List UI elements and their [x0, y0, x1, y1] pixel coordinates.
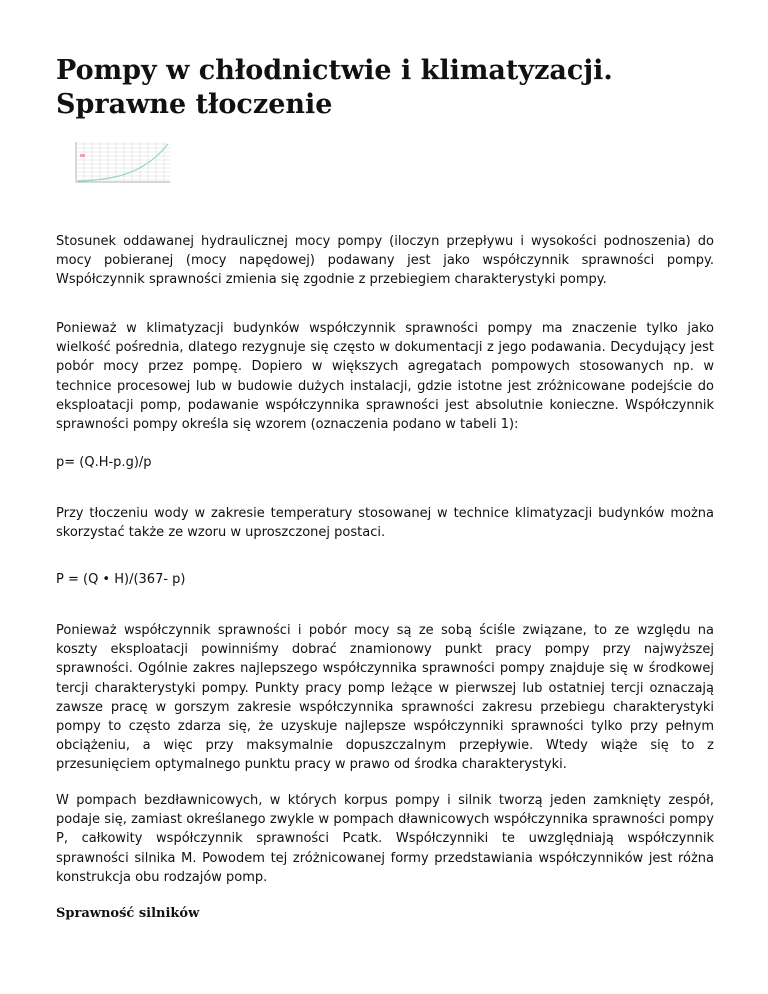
pump-characteristic-chart-thumbnail-icon	[64, 140, 176, 188]
paragraph-4: Ponieważ współczynnik sprawności i pobór mocy są ze sobą ściśle związane, to ze względu na koszty eksploatacji powinniśmy dobrać znamionowy punkt pracy pompy przy najwyższej sprawności. Ogólnie zakres najlepszego współczynnika sprawności pompy znajduje się w środkowej tercji charakterystyki pompy. Punkty pracy pomp leżące w pierwszej lub ostatniej tercji oznaczają zawsze pracę w gorszym zakresie współczynnika sprawności zakresu przebiegu charakterystyki pompy to często zdarza się, że uzyskuje najlepsze współczynniki sprawności tylko przy pełnym obciążeniu, a więc przy maksymalnie dopuszczalnym przepływie. Wtedy wiąże się to z przesunięciem optymalnego punktu pracy w prawo od środka charakterystyki.	[56, 623, 714, 773]
paragraph-2: Ponieważ w klimatyzacji budynków współczynnik sprawności pompy ma znaczenie tylko jako wielkość pośrednia, dlatego rezygnuje się często w dokumentacji z jego podawania. Decydujący jest pobór mocy przez pompę. Dopiero w większych agregatach pompowych stosowanych np. w technice procesowej lub w budowie dużych instalacji, gdzie istotne jest zróżnicowane podejście do eksploatacji pomp, podawanie współczynnika sprawności jest absolutnie konieczne. Współczynnik sprawności pompy określa się wzorem (oznaczenia podano w tabeli 1):	[56, 321, 714, 433]
section-heading: Sprawność silników	[56, 906, 200, 921]
page-title: Pompy w chłodnictwie i klimatyzacji. Sprawne tłoczenie	[56, 55, 613, 120]
paragraph-1: Stosunek oddawanej hydraulicznej mocy pompy (iloczyn przepływu i wysokości podnoszenia) do mocy pobieranej (mocy napędowej) podawany jest jako współczynnik sprawności pompy. Współczynnik sprawności zmienia się zgodnie z przebiegiem charakterystyki pompy.	[56, 234, 714, 288]
paragraph-5: W pompach bezdławnicowych, w których korpus pompy i silnik tworzą jeden zamknięty zespół, podaje się, zamiast określanego zwykle w pompach dławnicowych współczynnika sprawności pompy P, całkowity współczynnik sprawności Pcatk. Współczynniki te uwzględniają współczynnik sprawności silnika M. Powodem tej zróżnicowanej formy przedstawiania współczynników jest różna konstrukcja obu rodzajów pomp.	[56, 793, 714, 885]
paragraph-3: Przy tłoczeniu wody w zakresie temperatury stosowanej w technice klimatyzacji budynków można skorzystać także ze wzoru w uproszczonej postaci.	[56, 506, 714, 541]
formula-2: P = (Q • H)/(367- p)	[56, 572, 186, 587]
formula-1: p= (Q.H-p.g)/p	[56, 455, 152, 470]
